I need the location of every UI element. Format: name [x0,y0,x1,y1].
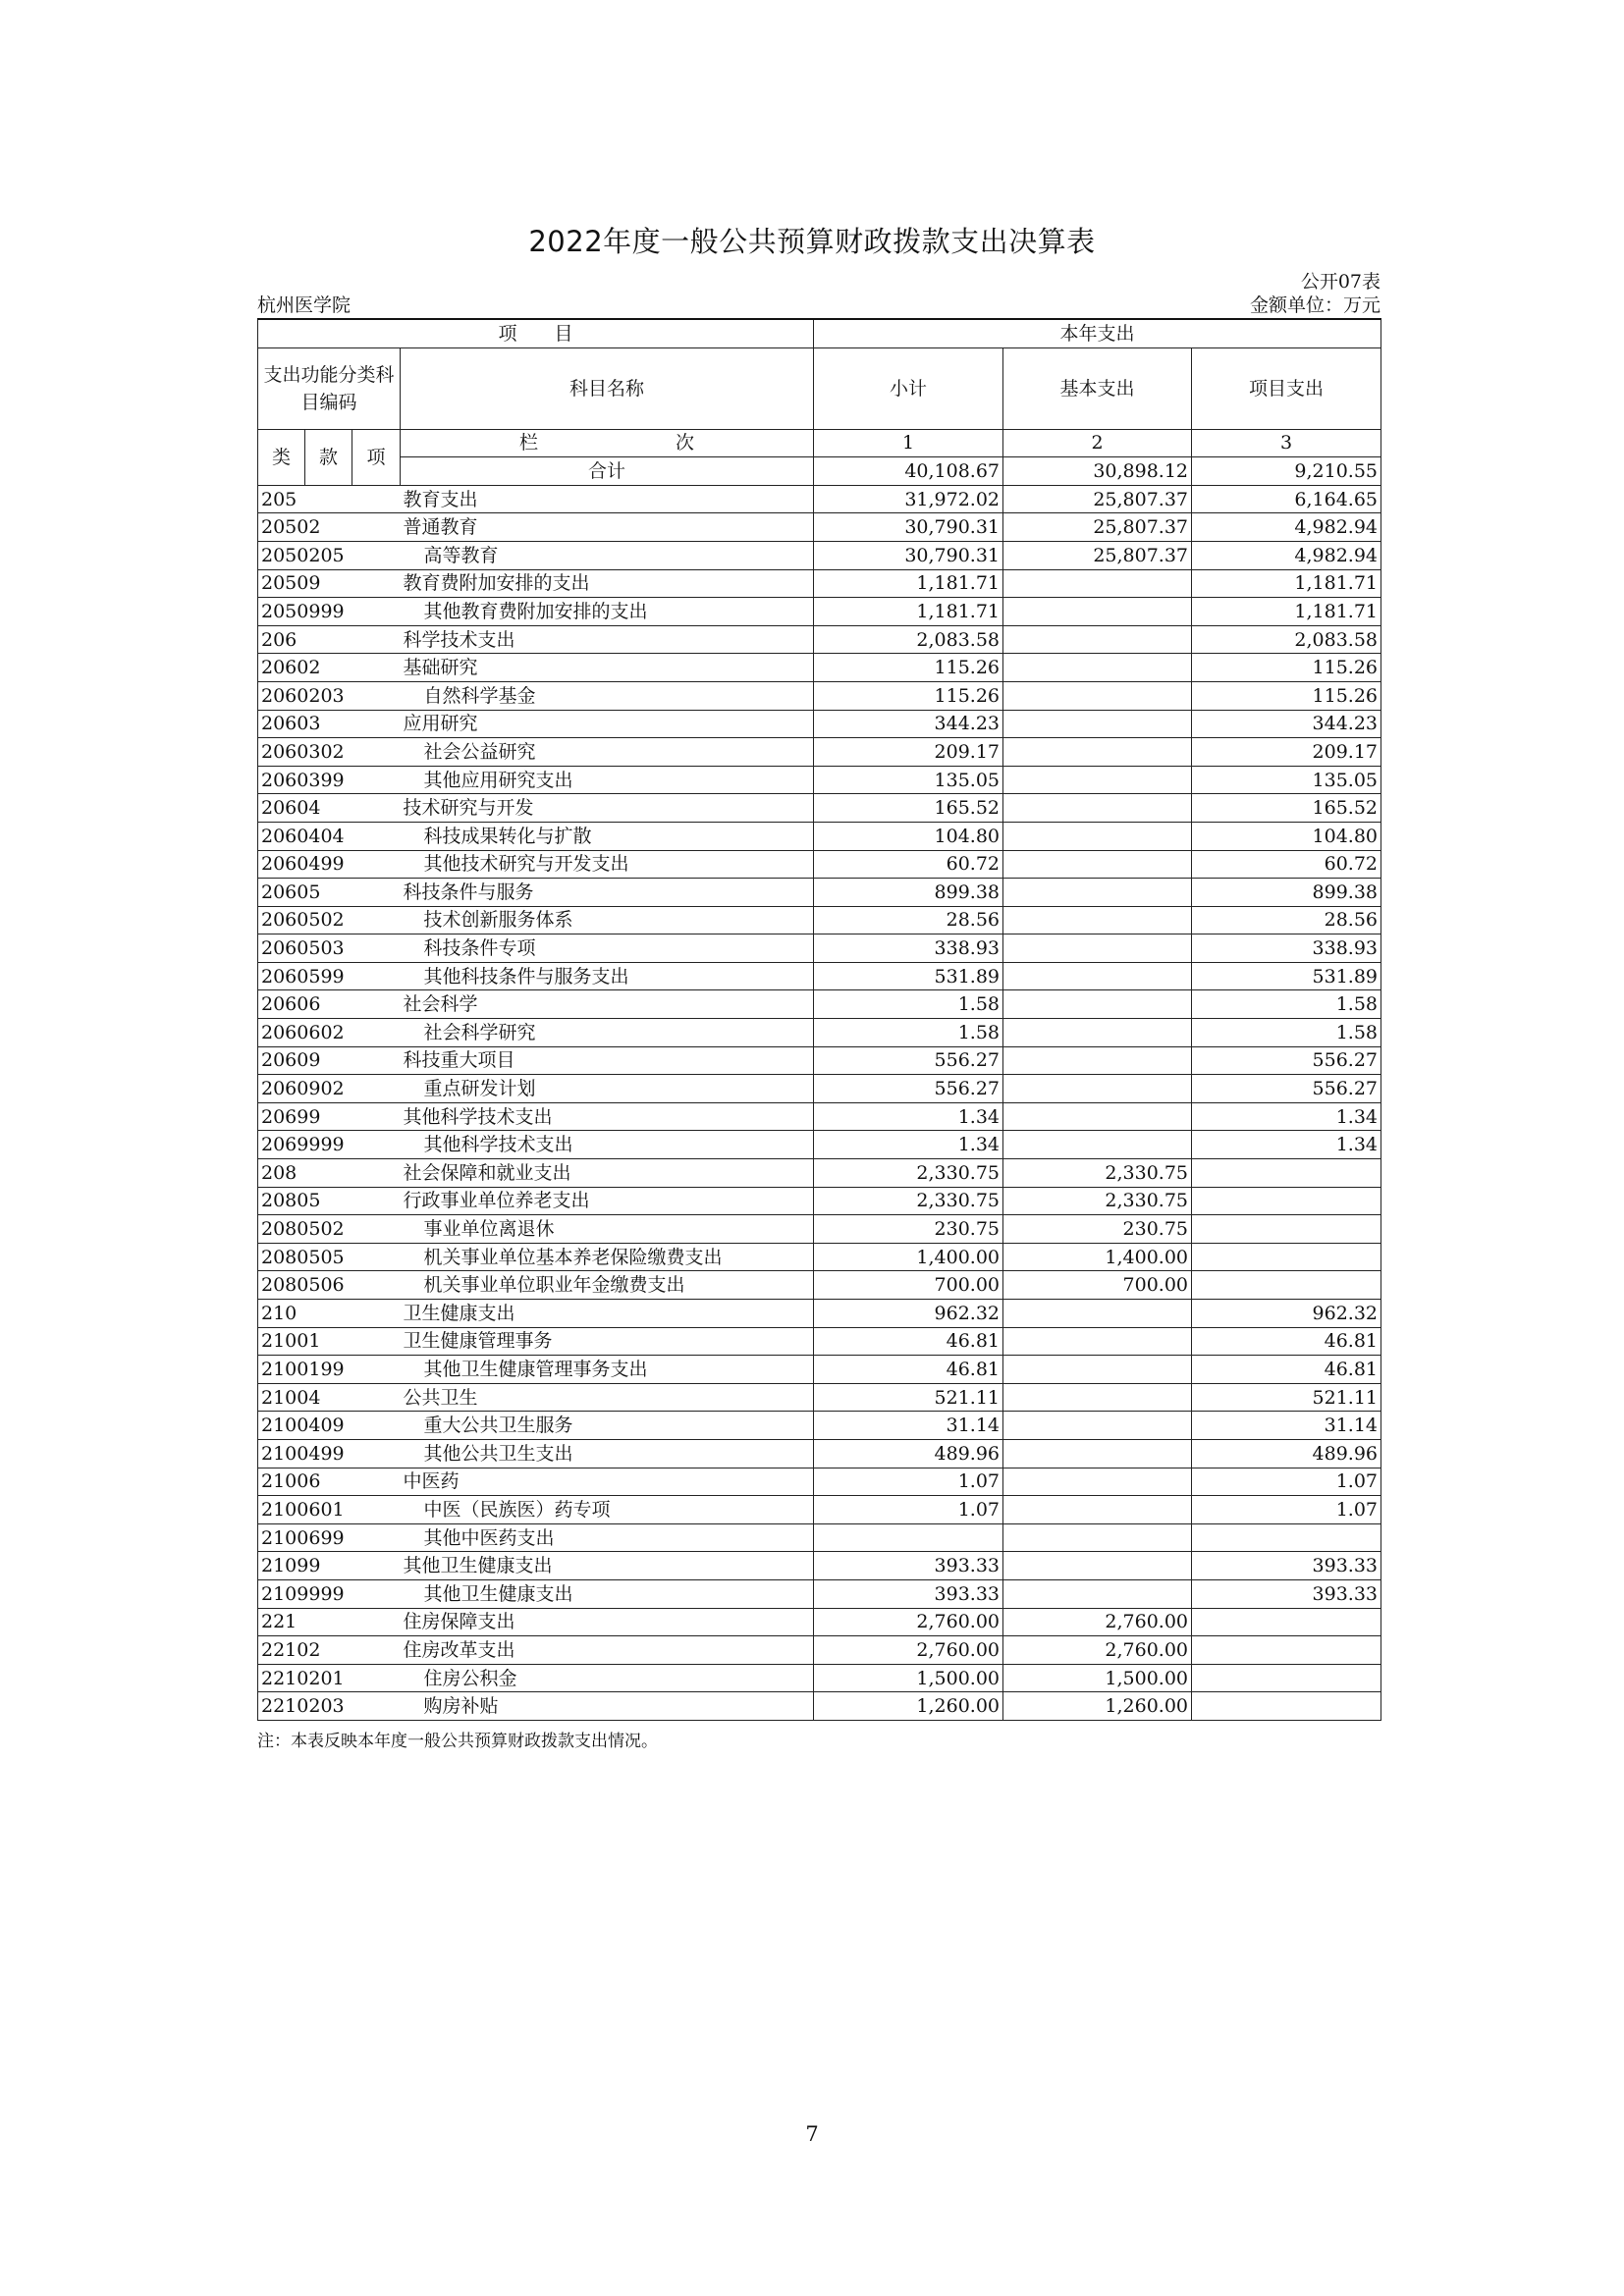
row-code: 2060302 [258,738,401,767]
row-subtotal: 1,400.00 [814,1243,1003,1271]
row-project [1192,1271,1381,1300]
row-basic [1003,1019,1192,1047]
row-subtotal: 135.05 [814,766,1003,794]
row-basic: 25,807.37 [1003,513,1192,542]
table-row [258,934,1381,963]
row-subtotal: 962.32 [814,1300,1003,1328]
row-code: 221 [258,1608,401,1636]
row-basic [1003,625,1192,654]
row-name: 技术创新服务体系 [401,906,814,934]
row-name: 行政事业单位养老支出 [401,1187,814,1215]
row-code: 20509 [258,569,401,598]
table-note: 注：本表反映本年度一般公共预算财政拨款支出情况。 [257,1732,658,1751]
table-row [258,1356,1381,1384]
header-lan: 栏 [518,432,538,454]
row-subtotal: 1,181.71 [814,569,1003,598]
row-subtotal: 2,760.00 [814,1636,1003,1665]
row-name: 科学技术支出 [401,625,814,654]
row-project [1192,1243,1381,1271]
row-basic [1003,1327,1192,1356]
row-project: 962.32 [1192,1300,1381,1328]
row-subtotal: 344.23 [814,710,1003,738]
row-name: 自然科学基金 [401,681,814,710]
row-name: 社会科学 [401,990,814,1019]
row-basic: 25,807.37 [1003,541,1192,569]
row-subtotal: 1,260.00 [814,1692,1003,1721]
row-code: 2050999 [258,598,401,626]
row-subtotal: 230.75 [814,1215,1003,1244]
row-project: 1.07 [1192,1468,1381,1496]
row-basic [1003,710,1192,738]
row-subtotal: 1.34 [814,1131,1003,1159]
row-name: 教育支出 [401,485,814,513]
row-code: 2210203 [258,1692,401,1721]
row-code: 2050205 [258,541,401,569]
row-subtotal: 899.38 [814,879,1003,907]
row-basic: 25,807.37 [1003,485,1192,513]
row-name: 科技成果转化与扩散 [401,822,814,850]
row-subtotal: 30,790.31 [814,513,1003,542]
row-basic [1003,1383,1192,1412]
row-project: 60.72 [1192,850,1381,879]
table-row [258,681,1381,710]
table-row [258,1608,1381,1636]
table-row [258,1412,1381,1440]
table-row [258,1271,1381,1300]
header-col2: 2 [1003,429,1192,457]
row-code: 2210201 [258,1664,401,1692]
row-name: 其他卫生健康支出 [401,1579,814,1608]
table-row [258,738,1381,767]
table-row [258,598,1381,626]
table-row [258,1046,1381,1075]
row-code: 2060399 [258,766,401,794]
table-row [258,1159,1381,1188]
table-row [258,1664,1381,1692]
row-project [1192,1636,1381,1665]
table-row [258,766,1381,794]
row-code: 2060599 [258,962,401,990]
row-project: 165.52 [1192,794,1381,823]
row-subtotal: 700.00 [814,1271,1003,1300]
row-code: 2100409 [258,1412,401,1440]
header-row-3 [258,429,1381,457]
row-project: 4,982.94 [1192,513,1381,542]
row-project: 115.26 [1192,681,1381,710]
row-project [1192,1187,1381,1215]
row-name: 科技条件专项 [401,934,814,963]
row-code: 2100499 [258,1439,401,1468]
table-row [258,1496,1381,1524]
row-name: 社会公益研究 [401,738,814,767]
row-name: 其他中医药支出 [401,1523,814,1552]
table-row [258,541,1381,569]
row-subtotal: 104.80 [814,822,1003,850]
row-name: 科技条件与服务 [401,879,814,907]
row-basic [1003,850,1192,879]
row-name: 其他科学技术支出 [401,1102,814,1131]
row-code: 22102 [258,1636,401,1665]
header-column-index [401,429,814,457]
row-subtotal: 2,330.75 [814,1187,1003,1215]
row-basic [1003,962,1192,990]
row-basic: 2,330.75 [1003,1187,1192,1215]
table-row [258,485,1381,513]
row-project: 1,181.71 [1192,598,1381,626]
row-project: 393.33 [1192,1552,1381,1580]
row-subtotal: 489.96 [814,1439,1003,1468]
row-code: 2060404 [258,822,401,850]
row-project: 28.56 [1192,906,1381,934]
row-code: 2100699 [258,1523,401,1552]
row-name: 重点研发计划 [401,1075,814,1103]
document-title: 2022年度一般公共预算财政拨款支出决算表 [528,225,1096,258]
row-project: 1.34 [1192,1102,1381,1131]
row-basic: 2,760.00 [1003,1636,1192,1665]
table-row [258,625,1381,654]
row-basic: 2,760.00 [1003,1608,1192,1636]
row-code: 2080502 [258,1215,401,1244]
table-row [258,822,1381,850]
row-project: 115.26 [1192,654,1381,682]
row-code: 20606 [258,990,401,1019]
total-basic: 30,898.12 [1003,457,1192,486]
row-subtotal: 30,790.31 [814,541,1003,569]
row-subtotal: 2,083.58 [814,625,1003,654]
table-row [258,1439,1381,1468]
row-code: 2060902 [258,1075,401,1103]
row-basic [1003,1496,1192,1524]
organization-name: 杭州医学院 [257,294,352,316]
row-name: 购房补贴 [401,1692,814,1721]
row-subtotal [814,1523,1003,1552]
total-project: 9,210.55 [1192,457,1381,486]
row-name: 社会保障和就业支出 [401,1159,814,1188]
table-row [258,1131,1381,1159]
row-code: 20603 [258,710,401,738]
row-name: 普通教育 [401,513,814,542]
row-code: 205 [258,485,401,513]
row-code: 20502 [258,513,401,542]
row-project: 344.23 [1192,710,1381,738]
row-basic [1003,822,1192,850]
row-name: 中医（民族医）药专项 [401,1496,814,1524]
table-row [258,794,1381,823]
row-code: 20699 [258,1102,401,1131]
row-code: 208 [258,1159,401,1188]
row-basic [1003,1412,1192,1440]
row-name: 重大公共卫生服务 [401,1412,814,1440]
row-project: 6,164.65 [1192,485,1381,513]
table-row [258,990,1381,1019]
row-subtotal: 2,330.75 [814,1159,1003,1188]
row-code: 206 [258,625,401,654]
row-subtotal: 1.34 [814,1102,1003,1131]
row-code: 2080505 [258,1243,401,1271]
row-project [1192,1215,1381,1244]
header-row-1 [258,319,1381,347]
row-subtotal: 1,500.00 [814,1664,1003,1692]
total-row [258,457,1381,486]
row-subtotal: 115.26 [814,654,1003,682]
row-subtotal: 165.52 [814,794,1003,823]
row-name: 教育费附加安排的支出 [401,569,814,598]
row-name: 住房改革支出 [401,1636,814,1665]
row-basic [1003,879,1192,907]
row-subtotal: 1.58 [814,1019,1003,1047]
row-subtotal: 521.11 [814,1383,1003,1412]
header-col3: 3 [1192,429,1381,457]
row-name: 技术研究与开发 [401,794,814,823]
row-name: 机关事业单位基本养老保险缴费支出 [401,1243,814,1271]
table-row [258,1468,1381,1496]
row-name: 其他技术研究与开发支出 [401,850,814,879]
row-name: 科技重大项目 [401,1046,814,1075]
row-code: 2060502 [258,906,401,934]
table-row [258,1243,1381,1271]
row-subtotal: 393.33 [814,1552,1003,1580]
row-subtotal: 46.81 [814,1356,1003,1384]
table-row [258,906,1381,934]
row-code: 20605 [258,879,401,907]
table-row [258,1692,1381,1721]
row-project: 209.17 [1192,738,1381,767]
expenditure-table [257,318,1381,1721]
header-current-year: 本年支出 [814,319,1381,347]
row-project: 31.14 [1192,1412,1381,1440]
row-code: 20609 [258,1046,401,1075]
table-row [258,1019,1381,1047]
header-project: 项目支出 [1192,347,1381,429]
row-code: 2080506 [258,1271,401,1300]
row-basic [1003,766,1192,794]
row-subtotal: 531.89 [814,962,1003,990]
row-name: 公共卫生 [401,1383,814,1412]
row-code: 2109999 [258,1579,401,1608]
row-subtotal: 556.27 [814,1046,1003,1075]
row-name: 机关事业单位职业年金缴费支出 [401,1271,814,1300]
unit-label: 金额单位：万元 [1249,294,1380,316]
row-code: 21099 [258,1552,401,1580]
table-row [258,1523,1381,1552]
row-project [1192,1159,1381,1188]
row-project: 1.58 [1192,1019,1381,1047]
row-subtotal: 338.93 [814,934,1003,963]
table-row [258,850,1381,879]
row-basic: 230.75 [1003,1215,1192,1244]
row-code: 21006 [258,1468,401,1496]
row-name: 其他卫生健康支出 [401,1552,814,1580]
row-basic [1003,1131,1192,1159]
row-name: 事业单位离退休 [401,1215,814,1244]
row-basic [1003,738,1192,767]
row-basic [1003,990,1192,1019]
header-function-code: 支出功能分类科目编码 [258,347,401,429]
row-name: 高等教育 [401,541,814,569]
row-project: 46.81 [1192,1327,1381,1356]
header-subtotal: 小计 [814,347,1003,429]
table-row [258,879,1381,907]
table-row [258,1215,1381,1244]
row-basic [1003,1102,1192,1131]
row-name: 其他科技条件与服务支出 [401,962,814,990]
table-row [258,1075,1381,1103]
row-name: 应用研究 [401,710,814,738]
row-basic [1003,1552,1192,1580]
header-subject-name: 科目名称 [401,347,814,429]
row-basic: 1,260.00 [1003,1692,1192,1721]
row-code: 20604 [258,794,401,823]
row-project: 135.05 [1192,766,1381,794]
row-code: 2060602 [258,1019,401,1047]
row-basic [1003,654,1192,682]
row-project [1192,1692,1381,1721]
row-name: 基础研究 [401,654,814,682]
row-project: 1.58 [1192,990,1381,1019]
table-row [258,1327,1381,1356]
table-row [258,1102,1381,1131]
row-code: 2100199 [258,1356,401,1384]
row-name: 卫生健康支出 [401,1300,814,1328]
row-basic [1003,1439,1192,1468]
row-basic [1003,569,1192,598]
row-subtotal: 60.72 [814,850,1003,879]
row-name: 住房保障支出 [401,1608,814,1636]
row-basic [1003,934,1192,963]
row-code: 2060499 [258,850,401,879]
table-row [258,569,1381,598]
header-xiang: 项 [352,429,401,485]
row-name: 其他应用研究支出 [401,766,814,794]
row-name: 其他卫生健康管理事务支出 [401,1356,814,1384]
row-subtotal: 31.14 [814,1412,1003,1440]
header-basic: 基本支出 [1003,347,1192,429]
row-project: 556.27 [1192,1075,1381,1103]
row-project: 338.93 [1192,934,1381,963]
row-basic [1003,598,1192,626]
row-project: 521.11 [1192,1383,1381,1412]
row-subtotal: 1.07 [814,1468,1003,1496]
row-basic [1003,1075,1192,1103]
row-basic [1003,1468,1192,1496]
header-kuan: 款 [305,429,352,485]
row-project: 46.81 [1192,1356,1381,1384]
row-code: 2100601 [258,1496,401,1524]
row-subtotal: 28.56 [814,906,1003,934]
row-subtotal: 31,972.02 [814,485,1003,513]
row-subtotal: 1.07 [814,1496,1003,1524]
row-name: 其他教育费附加安排的支出 [401,598,814,626]
row-project: 393.33 [1192,1579,1381,1608]
row-project: 531.89 [1192,962,1381,990]
table-row [258,1579,1381,1608]
row-project: 489.96 [1192,1439,1381,1468]
row-subtotal: 1.58 [814,990,1003,1019]
row-code: 2069999 [258,1131,401,1159]
row-project: 1,181.71 [1192,569,1381,598]
header-col1: 1 [814,429,1003,457]
row-code: 2060203 [258,681,401,710]
row-subtotal: 209.17 [814,738,1003,767]
table-row [258,1636,1381,1665]
table-id: 公开07表 [1300,271,1380,293]
row-name: 其他公共卫生支出 [401,1439,814,1468]
row-project: 104.80 [1192,822,1381,850]
row-basic [1003,681,1192,710]
row-project: 2,083.58 [1192,625,1381,654]
table-row [258,962,1381,990]
row-name: 其他科学技术支出 [401,1131,814,1159]
row-basic [1003,1046,1192,1075]
page-number: 7 [805,2122,819,2146]
table-row [258,1187,1381,1215]
row-basic [1003,1523,1192,1552]
header-ci: 次 [676,432,695,454]
row-project: 4,982.94 [1192,541,1381,569]
row-basic: 1,500.00 [1003,1664,1192,1692]
row-basic [1003,1579,1192,1608]
row-subtotal: 115.26 [814,681,1003,710]
row-project: 556.27 [1192,1046,1381,1075]
row-subtotal: 556.27 [814,1075,1003,1103]
row-name: 住房公积金 [401,1664,814,1692]
row-project [1192,1664,1381,1692]
row-code: 20602 [258,654,401,682]
row-basic [1003,1356,1192,1384]
row-subtotal: 1,181.71 [814,598,1003,626]
row-basic: 2,330.75 [1003,1159,1192,1188]
table-row [258,1552,1381,1580]
table-row [258,654,1381,682]
header-item: 项 目 [258,319,814,347]
row-project [1192,1608,1381,1636]
row-code: 20805 [258,1187,401,1215]
row-name: 中医药 [401,1468,814,1496]
header-row-2 [258,347,1381,429]
row-project: 1.34 [1192,1131,1381,1159]
row-project: 899.38 [1192,879,1381,907]
row-project: 1.07 [1192,1496,1381,1524]
row-subtotal: 2,760.00 [814,1608,1003,1636]
total-label: 合计 [401,457,814,486]
row-name: 卫生健康管理事务 [401,1327,814,1356]
total-subtotal: 40,108.67 [814,457,1003,486]
row-basic [1003,906,1192,934]
row-project [1192,1523,1381,1552]
header-lei: 类 [258,429,305,485]
row-name: 社会科学研究 [401,1019,814,1047]
row-code: 21001 [258,1327,401,1356]
row-basic: 1,400.00 [1003,1243,1192,1271]
row-basic: 700.00 [1003,1271,1192,1300]
row-basic [1003,794,1192,823]
row-code: 21004 [258,1383,401,1412]
row-code: 210 [258,1300,401,1328]
table-row [258,513,1381,542]
table-row [258,1300,1381,1328]
table-row [258,710,1381,738]
table-row [258,1383,1381,1412]
row-basic [1003,1300,1192,1328]
row-subtotal: 393.33 [814,1579,1003,1608]
row-code: 2060503 [258,934,401,963]
row-subtotal: 46.81 [814,1327,1003,1356]
